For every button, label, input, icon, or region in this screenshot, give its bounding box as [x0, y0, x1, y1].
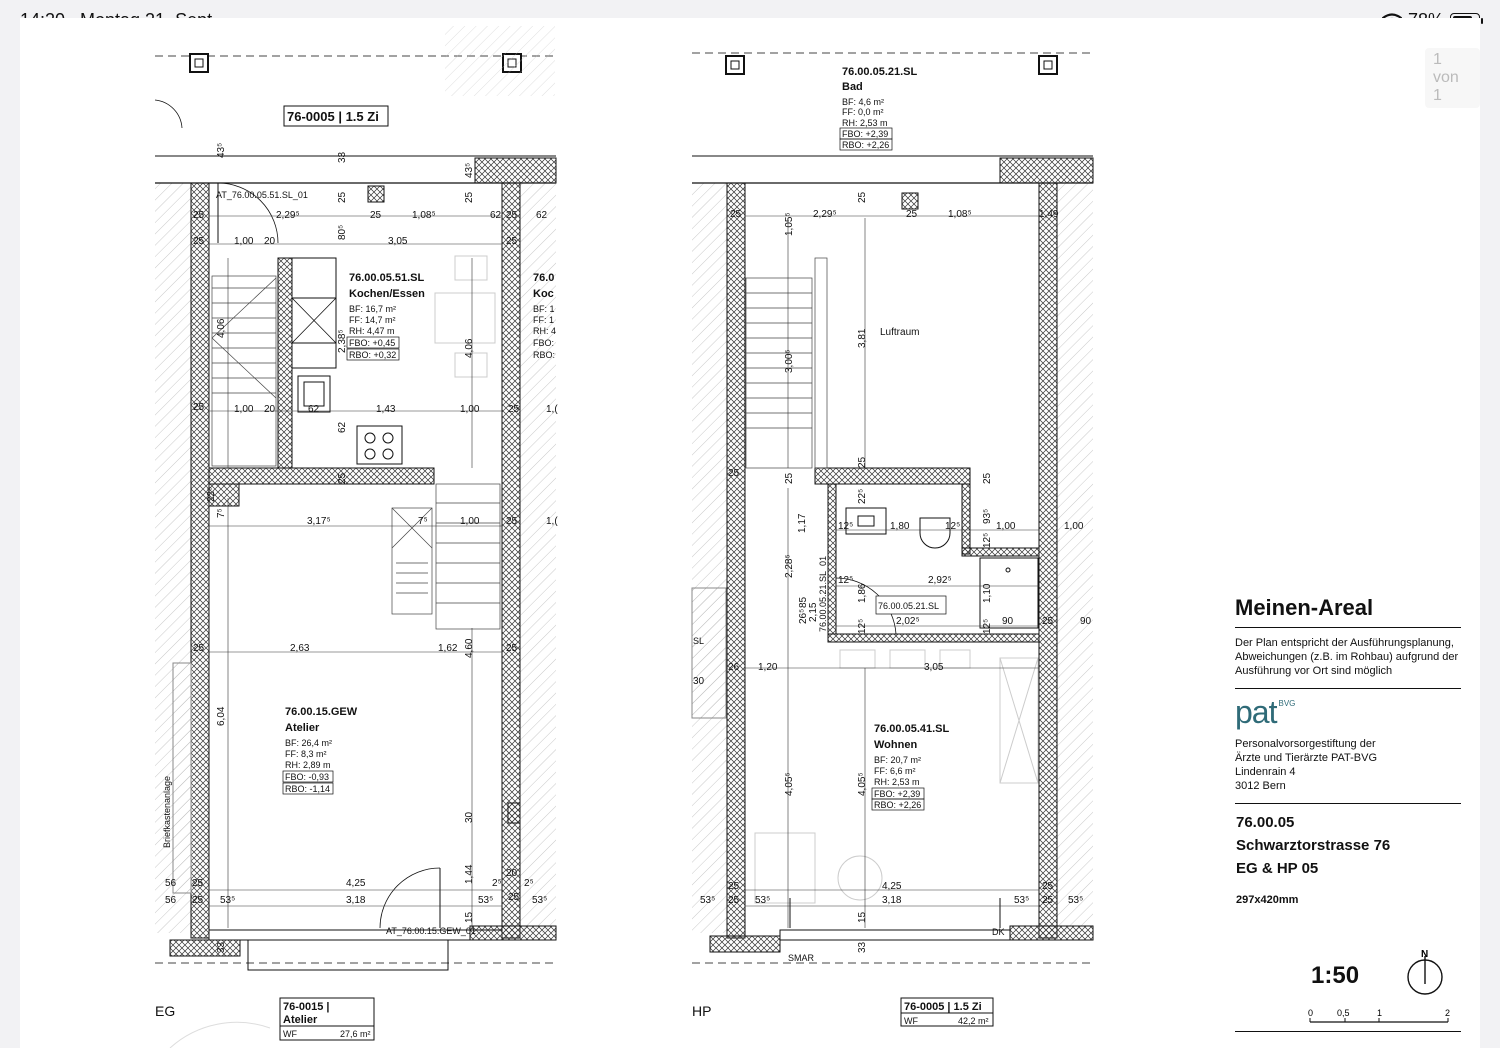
svg-text:1,62: 1,62 — [438, 643, 458, 654]
svg-text:25: 25 — [193, 236, 205, 247]
divider — [1235, 688, 1461, 689]
paper-format: 297x420mm — [1236, 894, 1299, 906]
svg-text:25: 25 — [337, 472, 348, 484]
svg-text:53⁵: 53⁵ — [478, 895, 494, 906]
svg-text:6,04: 6,04 — [216, 706, 227, 726]
svg-text:25: 25 — [728, 895, 740, 906]
svg-text:25: 25 — [370, 210, 382, 221]
svg-text:25: 25 — [728, 468, 740, 479]
svg-text:25: 25 — [728, 881, 740, 892]
svg-text:25: 25 — [1042, 616, 1054, 627]
svg-text:4,05⁵: 4,05⁵ — [784, 772, 795, 796]
pat-bvg-logo: pat BVG — [1235, 694, 1296, 730]
divider — [1235, 627, 1461, 628]
svg-text:1: 1 — [1377, 1008, 1383, 1018]
svg-text:4,25: 4,25 — [882, 881, 902, 892]
svg-text:3,05: 3,05 — [388, 236, 408, 247]
room-bad-label — [840, 66, 918, 150]
svg-text:25: 25 — [508, 892, 520, 903]
plan-note: Der Plan entspricht der Ausführungsplanung, Abweichungen (z.B. im Rohbau) aufgrund der Ausführung vor Ort sind möglich — [1235, 637, 1459, 677]
svg-text:3,00⁵: 3,00⁵ — [784, 349, 795, 373]
svg-text:1,10: 1,10 — [982, 583, 993, 603]
svg-text:76.00.05.51.SL: 76.00.05.51.SL — [349, 272, 425, 284]
svg-text:1,00: 1,00 — [234, 404, 254, 415]
svg-text:25: 25 — [906, 209, 918, 220]
unit-box-eg — [280, 998, 374, 1040]
document-page[interactable] — [20, 18, 1480, 1048]
svg-text:1,44: 1,44 — [464, 864, 475, 884]
svg-text:FBO:: FBO: — [533, 338, 555, 348]
unit-box-hp — [901, 998, 993, 1026]
svg-text:25: 25 — [192, 895, 204, 906]
svg-text:25: 25 — [1042, 881, 1054, 892]
svg-text:2,29⁵: 2,29⁵ — [276, 210, 300, 221]
scale-label: 1:50 — [1311, 962, 1360, 989]
svg-text:42,2 m²: 42,2 m² — [958, 1016, 989, 1026]
svg-text:15: 15 — [464, 911, 475, 923]
svg-text:62: 62 — [337, 421, 348, 433]
side-label-eg: Briefkastenanlage — [162, 775, 172, 848]
svg-text:3,18: 3,18 — [346, 895, 366, 906]
svg-text:DK: DK — [992, 927, 1005, 937]
svg-text:25: 25 — [506, 643, 518, 654]
organization-address: Personalvorsorgestiftung der Ärzte und Tierärzte PAT-BVG Lindenrain 4 3012 Bern — [1235, 738, 1378, 792]
svg-text:25: 25 — [784, 472, 795, 484]
north-arrow-icon — [1405, 946, 1445, 996]
floor-plan-drawing — [20, 18, 1220, 1048]
svg-text:1,00: 1,00 — [234, 236, 254, 247]
plan-hp — [692, 53, 1093, 1026]
svg-text:93⁵: 93⁵ — [982, 508, 993, 524]
page-indicator: 1 von 1 — [1425, 48, 1480, 108]
svg-text:26⁵: 26⁵ — [798, 608, 809, 624]
svg-text:FBO: -0,93: FBO: -0,93 — [285, 772, 330, 782]
svg-text:25: 25 — [464, 191, 475, 203]
svg-text:WF: WF — [904, 1016, 918, 1026]
divider — [1235, 1031, 1461, 1032]
svg-text:53⁵: 53⁵ — [532, 895, 548, 906]
project-title: Meinen-Areal — [1235, 595, 1374, 620]
svg-text:RH: 2,53 m: RH: 2,53 m — [874, 777, 920, 787]
svg-text:33: 33 — [337, 151, 348, 163]
svg-text:2⁵: 2⁵ — [524, 878, 534, 889]
svg-text:1,(: 1,( — [546, 404, 558, 415]
svg-text:26: 26 — [728, 662, 740, 673]
svg-text:25: 25 — [730, 209, 742, 220]
svg-text:2,02⁵: 2,02⁵ — [896, 616, 920, 627]
svg-text:SMAR: SMAR — [788, 953, 815, 963]
svg-text:12⁵: 12⁵ — [982, 618, 993, 634]
svg-text:53⁵: 53⁵ — [700, 895, 716, 906]
scale-bar — [1305, 1004, 1465, 1030]
svg-text:1,00: 1,00 — [460, 404, 480, 415]
svg-text:30: 30 — [693, 676, 705, 687]
svg-text:1,17: 1,17 — [797, 513, 808, 533]
svg-text:0,5: 0,5 — [1337, 1008, 1350, 1018]
svg-text:Atelier: Atelier — [285, 722, 320, 734]
door-tag: 76.00.05.21.SL — [878, 601, 940, 611]
svg-text:15: 15 — [857, 911, 868, 923]
svg-text:25: 25 — [508, 404, 520, 415]
svg-text:N: N — [1421, 949, 1429, 960]
svg-text:Bad: Bad — [842, 81, 863, 93]
svg-text:FF: 14,7 m²: FF: 14,7 m² — [349, 315, 396, 325]
svg-text:76.00.05.21.SL: 76.00.05.21.SL — [842, 66, 918, 78]
svg-text:1,05⁵: 1,05⁵ — [784, 212, 795, 236]
svg-text:1,43: 1,43 — [376, 404, 396, 415]
svg-text:3,81: 3,81 — [857, 328, 868, 348]
svg-text:7⁵: 7⁵ — [216, 508, 227, 518]
svg-text:12⁵: 12⁵ — [945, 521, 961, 532]
svg-text:20: 20 — [506, 868, 518, 879]
at-label-top: AT_76.00.05.51.SL_01 — [216, 190, 308, 200]
svg-text:85: 85 — [798, 596, 809, 608]
level-label-eg: EG — [155, 1003, 176, 1019]
svg-text:1,(: 1,( — [546, 516, 558, 527]
svg-text:33: 33 — [857, 941, 868, 953]
svg-text:FBO: +0,45: FBO: +0,45 — [349, 338, 396, 348]
svg-text:RBO: +2,26: RBO: +2,26 — [874, 800, 922, 810]
svg-text:53⁵: 53⁵ — [1068, 895, 1084, 906]
room-wohnen — [872, 723, 950, 810]
svg-text:62: 62 — [308, 404, 320, 415]
svg-text:76-0015 |: 76-0015 | — [283, 1001, 330, 1013]
svg-text:12⁵: 12⁵ — [857, 618, 868, 634]
svg-text:76.0: 76.0 — [533, 272, 555, 284]
svg-text:22⁵: 22⁵ — [857, 488, 868, 504]
svg-text:25: 25 — [192, 878, 204, 889]
svg-text:90: 90 — [1080, 616, 1092, 627]
svg-text:2,63: 2,63 — [290, 643, 310, 654]
svg-text:25: 25 — [1042, 895, 1054, 906]
svg-text:25: 25 — [193, 210, 205, 221]
svg-text:1,00: 1,00 — [1064, 521, 1084, 532]
svg-text:Kochen/Essen: Kochen/Essen — [349, 288, 425, 300]
room-kochen-essen — [347, 272, 425, 360]
street-address: Schwarztorstrasse 76 — [1236, 837, 1391, 854]
plan-levels: EG & HP 05 — [1236, 860, 1319, 877]
svg-text:62: 62 — [490, 210, 502, 221]
svg-text:FF: 0,0 m²: FF: 0,0 m² — [842, 107, 884, 117]
svg-text:2,29⁵: 2,29⁵ — [813, 209, 837, 220]
svg-text:53⁵: 53⁵ — [1014, 895, 1030, 906]
level-label-hp: HP — [692, 1003, 712, 1019]
svg-text:43⁵: 43⁵ — [464, 162, 475, 178]
svg-text:RH: 4: RH: 4 — [533, 326, 557, 336]
svg-text:25: 25 — [857, 191, 868, 203]
svg-text:4,25: 4,25 — [346, 878, 366, 889]
svg-text:12⁵: 12⁵ — [838, 521, 854, 532]
svg-text:20: 20 — [264, 404, 276, 415]
svg-text:Atelier: Atelier — [283, 1014, 318, 1026]
svg-text:1,08⁵: 1,08⁵ — [412, 210, 436, 221]
svg-text:90: 90 — [1002, 616, 1014, 627]
svg-text:2,28⁵: 2,28⁵ — [784, 554, 795, 578]
svg-text:Koc: Koc — [533, 288, 554, 300]
svg-text:4,06: 4,06 — [216, 318, 227, 338]
svg-text:25: 25 — [982, 472, 993, 484]
room-atelier — [283, 706, 358, 794]
svg-text:1,08⁵: 1,08⁵ — [948, 209, 972, 220]
svg-text:76.00.05.21.SL_01: 76.00.05.21.SL_01 — [818, 555, 828, 632]
svg-text:1,00: 1,00 — [996, 521, 1016, 532]
svg-text:56: 56 — [165, 895, 177, 906]
svg-text:FBO: +2,39: FBO: +2,39 — [842, 129, 889, 139]
svg-text:27,6 m²: 27,6 m² — [340, 1029, 371, 1039]
svg-text:43⁵: 43⁵ — [216, 142, 227, 158]
svg-text:62: 62 — [536, 210, 548, 221]
svg-text:BF: 20,7 m²: BF: 20,7 m² — [874, 755, 922, 765]
svg-text:1,49: 1,49 — [1039, 209, 1059, 220]
svg-text:25: 25 — [193, 643, 205, 654]
title-block — [1235, 593, 1461, 906]
svg-text:80⁵: 80⁵ — [337, 224, 348, 240]
svg-text:2,15: 2,15 — [808, 602, 819, 622]
svg-text:BF: 4,6 m²: BF: 4,6 m² — [842, 97, 885, 107]
svg-text:1,20: 1,20 — [758, 662, 778, 673]
svg-text:25: 25 — [506, 210, 518, 221]
svg-text:12⁵: 12⁵ — [982, 532, 993, 548]
svg-text:25: 25 — [193, 402, 205, 413]
svg-text:3,18: 3,18 — [882, 895, 902, 906]
svg-text:12⁵: 12⁵ — [838, 575, 854, 586]
svg-text:4,60: 4,60 — [464, 638, 475, 658]
svg-text:3,05: 3,05 — [924, 662, 944, 673]
svg-text:56: 56 — [165, 878, 177, 889]
plan-eg — [155, 26, 558, 1048]
svg-text:RH: 2,53 m: RH: 2,53 m — [842, 118, 888, 128]
svg-text:53⁵: 53⁵ — [755, 895, 771, 906]
svg-text:RBO: +2,26: RBO: +2,26 — [842, 140, 890, 150]
svg-text:RBO:: RBO: — [533, 350, 556, 360]
svg-text:25: 25 — [506, 516, 518, 527]
svg-text:FF: 8,3 m²: FF: 8,3 m² — [285, 749, 327, 759]
luftraum-label: Luftraum — [880, 327, 920, 338]
svg-text:4,05⁵: 4,05⁵ — [857, 772, 868, 796]
svg-text:FBO: +2,39: FBO: +2,39 — [874, 789, 921, 799]
svg-text:BF: 26,4 m²: BF: 26,4 m² — [285, 738, 333, 748]
svg-text:76.00.05.41.SL: 76.00.05.41.SL — [874, 723, 950, 735]
svg-text:RBO: -1,14: RBO: -1,14 — [285, 784, 331, 794]
svg-text:SL: SL — [693, 636, 705, 646]
svg-text:2: 2 — [1445, 1008, 1451, 1018]
divider — [1235, 803, 1461, 804]
svg-text:1,00: 1,00 — [460, 516, 480, 527]
svg-text:22⁵: 22⁵ — [206, 486, 217, 502]
svg-text:2,92⁵: 2,92⁵ — [928, 575, 952, 586]
svg-text:WF: WF — [283, 1029, 297, 1039]
svg-text:RH: 2,89 m: RH: 2,89 m — [285, 760, 331, 770]
unit-label-eg: 76-0005 | 1.5 Zi — [287, 109, 379, 124]
svg-text:RH: 4,47 m: RH: 4,47 m — [349, 326, 395, 336]
svg-text:20: 20 — [264, 236, 276, 247]
svg-text:30: 30 — [464, 811, 475, 823]
svg-text:2,38⁵: 2,38⁵ — [337, 329, 348, 353]
svg-text:76-0005 | 1.5 Zi: 76-0005 | 1.5 Zi — [904, 1001, 982, 1013]
svg-text:3,17⁵: 3,17⁵ — [307, 516, 331, 527]
svg-text:1,86: 1,86 — [857, 583, 868, 603]
svg-text:RBO: +0,32: RBO: +0,32 — [349, 350, 397, 360]
svg-text:76.00.15.GEW: 76.00.15.GEW — [285, 706, 358, 718]
svg-text:2⁵: 2⁵ — [492, 878, 502, 889]
svg-text:BF: 1: BF: 1 — [533, 304, 555, 314]
svg-text:25: 25 — [337, 191, 348, 203]
svg-text:25: 25 — [506, 236, 518, 247]
svg-text:25: 25 — [857, 456, 868, 468]
svg-text:1,80: 1,80 — [890, 521, 910, 532]
svg-text:7⁵: 7⁵ — [418, 516, 428, 527]
plan-number: 76.00.05 — [1236, 814, 1295, 831]
svg-text:Wohnen: Wohnen — [874, 739, 918, 751]
svg-text:0: 0 — [1308, 1008, 1314, 1018]
svg-text:BF: 16,7 m²: BF: 16,7 m² — [349, 304, 397, 314]
at-label-bottom: AT_76.00.15.GEW_01 — [386, 926, 476, 936]
svg-text:4,06: 4,06 — [464, 338, 475, 358]
svg-text:FF: 6,6 m²: FF: 6,6 m² — [874, 766, 916, 776]
svg-text:FF: 1: FF: 1 — [533, 315, 555, 325]
svg-text:33: 33 — [216, 941, 227, 953]
svg-text:53⁵: 53⁵ — [220, 895, 236, 906]
